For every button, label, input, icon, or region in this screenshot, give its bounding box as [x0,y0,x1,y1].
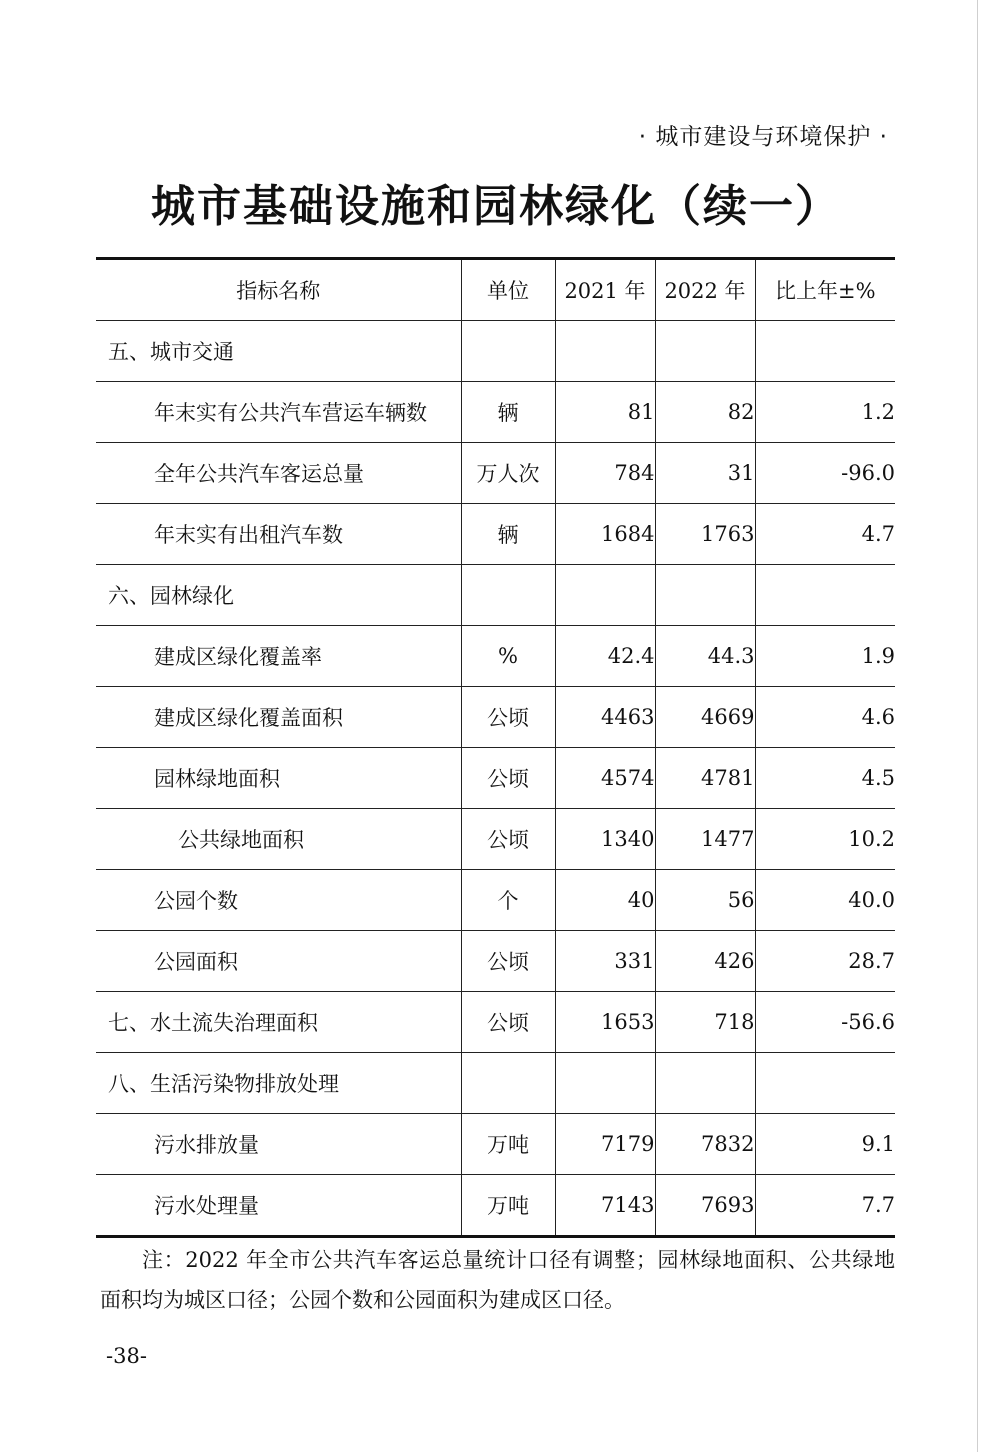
change-cell: -96.0 [755,443,895,504]
value-2021-cell: 1653 [555,992,655,1053]
indicator-name-cell: 公园个数 [96,870,461,931]
indicator-name-cell: 年末实有出租汽车数 [96,504,461,565]
table-row [96,992,895,1053]
unit-cell: 辆 [461,382,555,443]
value-2022-cell: 718 [655,992,755,1053]
value-2021-cell: 81 [555,382,655,443]
section-header: · 城市建设与环境保护 · [638,124,888,150]
unit-cell: 个 [461,870,555,931]
change-cell: 40.0 [755,870,895,931]
unit-cell: 万吨 [461,1114,555,1175]
header-indicator-name: 指标名称 [236,279,321,303]
table-row [96,382,895,443]
indicator-name-cell: 园林绿地面积 [96,748,461,809]
value-2022-cell: 426 [655,931,755,992]
change-cell: 9.1 [755,1114,895,1175]
indicator-name-cell: 建成区绿化覆盖率 [96,626,461,687]
unit-cell: 万吨 [461,1175,555,1237]
header-year-2022: 2022 年 [655,259,755,321]
change-cell: 1.9 [755,626,895,687]
value-2021-cell: 4463 [555,687,655,748]
table-header-row [96,259,895,321]
value-2021-cell [555,565,655,626]
header-change-percent: 比上年±% [755,259,895,321]
value-2022-cell: 4669 [655,687,755,748]
unit-cell: 公顷 [461,992,555,1053]
header-year-2021: 2021 年 [555,259,655,321]
change-cell: 7.7 [755,1175,895,1237]
section-heading: 七、水土流失治理面积 [96,992,461,1053]
value-2021-cell: 7179 [555,1114,655,1175]
section-heading: 六、园林绿化 [96,565,461,626]
value-2022-cell [655,1053,755,1114]
indicator-name-cell: 污水排放量 [96,1114,461,1175]
indicator-name-cell: 公共绿地面积 [96,809,461,870]
indicator-name-cell: 污水处理量 [96,1175,461,1237]
change-cell: 28.7 [755,931,895,992]
value-2022-cell: 7693 [655,1175,755,1237]
indicator-name-cell: 全年公共汽车客运总量 [96,443,461,504]
table-row [96,565,895,626]
value-2022-cell: 7832 [655,1114,755,1175]
value-2021-cell: 1340 [555,809,655,870]
value-2022-cell [655,565,755,626]
unit-cell: % [461,626,555,687]
table-row [96,931,895,992]
change-cell: 4.5 [755,748,895,809]
unit-cell: 公顷 [461,748,555,809]
unit-cell: 万人次 [461,443,555,504]
value-2021-cell: 4574 [555,748,655,809]
value-2021-cell: 42.4 [555,626,655,687]
value-2022-cell: 56 [655,870,755,931]
table-row [96,443,895,504]
table-row [96,1175,895,1237]
value-2021-cell [555,321,655,382]
value-2022-cell: 1477 [655,809,755,870]
change-cell [755,1053,895,1114]
indicator-name-cell: 建成区绿化覆盖面积 [96,687,461,748]
value-2021-cell: 331 [555,931,655,992]
unit-cell [461,1053,555,1114]
page-title: 城市基础设施和园林绿化（续一） [151,181,841,232]
value-2022-cell: 82 [655,382,755,443]
table-row [96,870,895,931]
value-2021-cell: 784 [555,443,655,504]
table-row [96,748,895,809]
change-cell: 4.6 [755,687,895,748]
table-row [96,1053,895,1114]
value-2022-cell [655,321,755,382]
page-number: -38- [106,1344,147,1368]
value-2021-cell: 40 [555,870,655,931]
value-2021-cell: 1684 [555,504,655,565]
change-cell: 1.2 [755,382,895,443]
change-cell [755,321,895,382]
unit-cell: 公顷 [461,687,555,748]
section-heading: 五、城市交通 [96,321,461,382]
change-cell: 10.2 [755,809,895,870]
change-cell [755,565,895,626]
table-row [96,321,895,382]
value-2022-cell: 4781 [655,748,755,809]
unit-cell [461,321,555,382]
indicator-name-cell: 年末实有公共汽车营运车辆数 [96,382,461,443]
section-heading: 八、生活污染物排放处理 [96,1053,461,1114]
unit-cell [461,565,555,626]
table-row [96,809,895,870]
unit-cell: 公顷 [461,931,555,992]
value-2022-cell: 31 [655,443,755,504]
table-row [96,626,895,687]
table-row [96,1114,895,1175]
unit-cell: 辆 [461,504,555,565]
table-row [96,687,895,748]
unit-cell: 公顷 [461,809,555,870]
value-2022-cell: 44.3 [655,626,755,687]
value-2022-cell: 1763 [655,504,755,565]
indicator-name-cell: 公园面积 [96,931,461,992]
table-row [96,504,895,565]
change-cell: 4.7 [755,504,895,565]
value-2021-cell [555,1053,655,1114]
footnote: 注：2022 年全市公共汽车客运总量统计口径有调整；园林绿地面积、公共绿地面积均为城区口径；公园个数和公园面积为建成区口径。 [100,1248,895,1312]
change-cell: -56.6 [755,992,895,1053]
header-unit: 单位 [461,259,555,321]
value-2021-cell: 7143 [555,1175,655,1237]
statistics-table [96,257,895,1238]
